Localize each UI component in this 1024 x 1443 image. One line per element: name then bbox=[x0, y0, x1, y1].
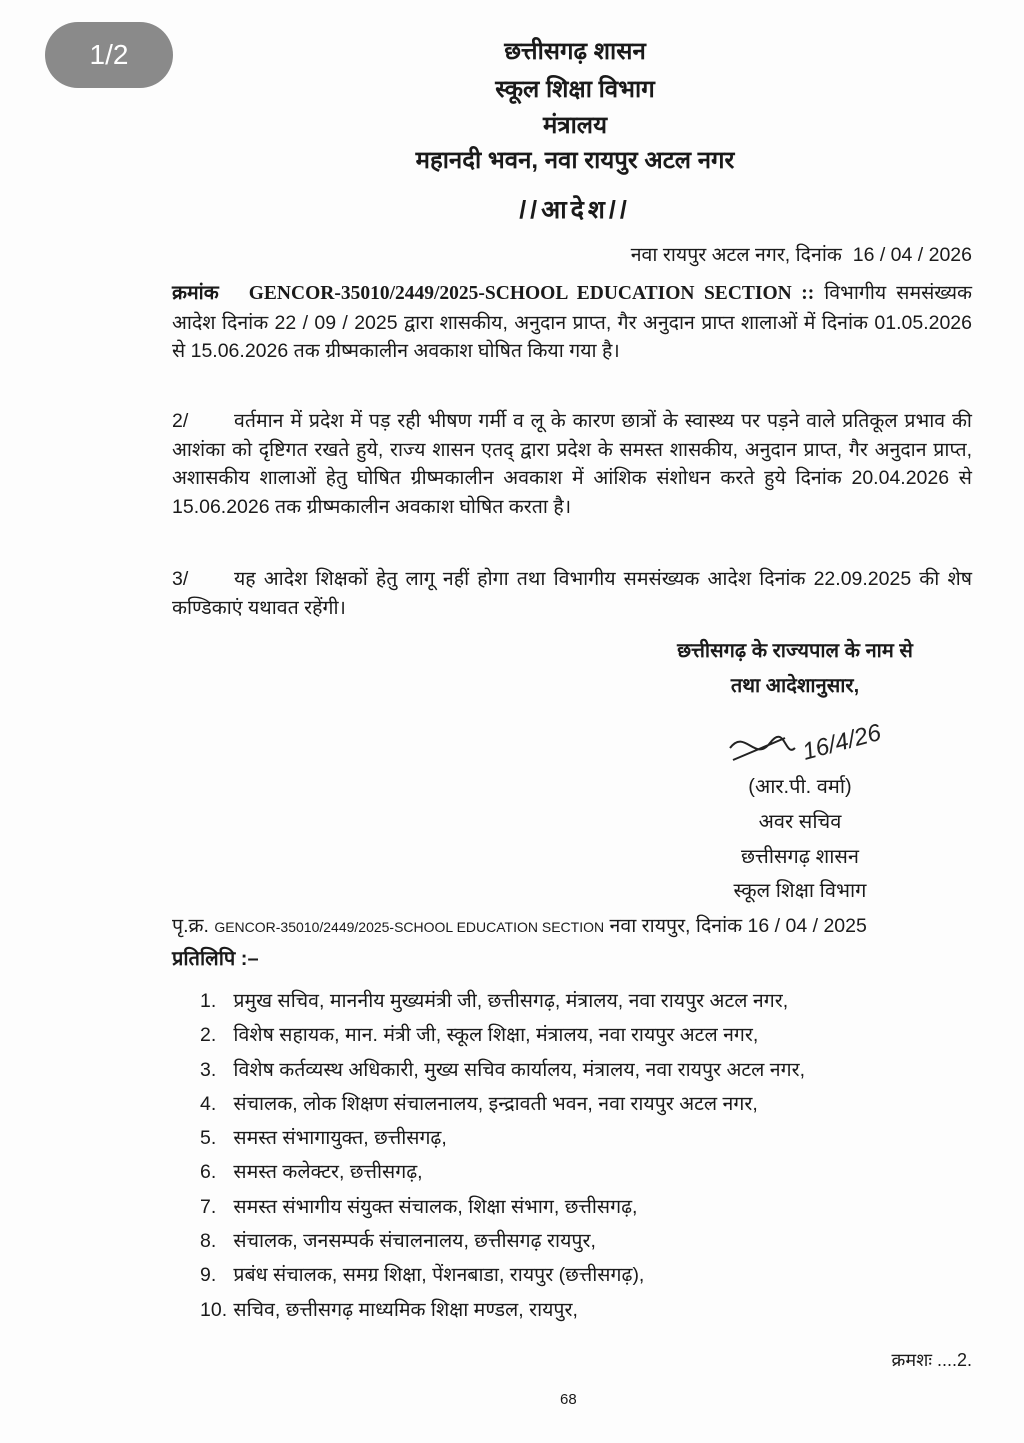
copy-recipient-item bbox=[200, 1121, 805, 1155]
copy-recipient-item bbox=[200, 1293, 805, 1327]
copy-reference-date: नवा रायपुर, दिनांक 16 / 04 / 2025 bbox=[609, 915, 867, 937]
copy-recipient-number: 3. bbox=[200, 1058, 217, 1081]
copy-recipient-number: 7. bbox=[200, 1195, 217, 1218]
paragraph-2-text: वर्तमान में प्रदेश में पड़ रही भीषण गर्मी व लू के कारण छात्रों के स्वास्थ्य पर पड़ने वाले प्रतिकूल प्रभाव की आशंका को दृष्टिगत रखते हुये, राज्य शासन एतद् द्वारा प्रदेश के समस्त शासकीय, अनुदान प्राप्त, गैर अनुदान प्राप्त, अशासकीय शालाओं हेतु घोषित ग्रीष्मकालीन अवकाश में आंशिक संशोधन करते हुये दिनांक 20.04.2026 से 15.06.2026 तक ग्रीष्मकालीन अवकाश घोषित करता है। bbox=[172, 410, 972, 518]
order-reference: GENCOR-35010/2449/2025-SCHOOL EDUCATION SECTION :: bbox=[248, 283, 815, 304]
header-address: महानदी भवन, नवा रायपुर अटल नगर bbox=[415, 147, 735, 174]
copy-recipient-number: 8. bbox=[200, 1230, 217, 1253]
copy-recipient-item bbox=[200, 1018, 805, 1052]
copy-to-heading: प्रतिलिपि :– bbox=[172, 948, 259, 970]
header-ministry: मंत्रालय bbox=[542, 112, 607, 139]
copy-recipient-number: 2. bbox=[200, 1024, 217, 1047]
copy-reference bbox=[172, 911, 867, 938]
authority-line-1: छत्तीसगढ़ के राज्यपाल के नाम से bbox=[677, 640, 913, 662]
paragraph-1-text: विभागीय समसंख्यक आदेश दिनांक 22 / 09 / 2025 द्वारा शासकीय, अनुदान प्राप्त, गैर अनुदान प्राप्त शालाओं में दिनांक 01.05.2026 से 15.06.2026 तक ग्रीष्मकालीन अवकाश घोषित किया गया है। bbox=[172, 282, 972, 362]
header-department: स्कूल शिक्षा विभाग bbox=[495, 76, 655, 103]
copy-recipient-number: 4. bbox=[200, 1092, 217, 1115]
copy-recipient-item bbox=[200, 1258, 805, 1292]
order-date: नवा रायपुर अटल नगर, दिनांक 16 / 04 / 2026 bbox=[630, 244, 972, 266]
paragraph-2-number: 2/ bbox=[172, 410, 189, 432]
page-number: 68 bbox=[560, 1391, 577, 1408]
page-indicator-badge: 1/2 bbox=[45, 22, 173, 88]
header-government: छत्तीसगढ़ शासन bbox=[504, 38, 646, 65]
continued-note: क्रमशः ....2. bbox=[891, 1350, 972, 1370]
copy-recipient-text: समस्त संभागायुक्त, छत्तीसगढ़, bbox=[233, 1127, 447, 1150]
copy-recipient-text: संचालक, लोक शिक्षण संचालनालय, इन्द्रावती भवन, नवा रायपुर अटल नगर, bbox=[233, 1092, 758, 1115]
authority-line-2: तथा आदेशानुसार, bbox=[730, 675, 860, 697]
copy-recipient-number: 6. bbox=[200, 1161, 217, 1184]
handwritten-signature bbox=[725, 718, 905, 778]
copy-reference-label: पृ.क्र. bbox=[172, 915, 209, 937]
copy-recipient-item bbox=[200, 1053, 805, 1087]
copy-recipient-text: प्रबंध संचालक, समग्र शिक्षा, पेंशनबाडा, रायपुर (छत्तीसगढ़), bbox=[233, 1264, 645, 1287]
copy-reference-number: GENCOR-35010/2449/2025-SCHOOL EDUCATION SECTION bbox=[214, 919, 605, 935]
signatory-org-2: स्कूल शिक्षा विभाग bbox=[733, 880, 867, 902]
paragraph-3-number: 3/ bbox=[172, 568, 189, 590]
copy-recipient-number: 1. bbox=[200, 990, 217, 1012]
copy-recipient-item bbox=[200, 1087, 805, 1121]
copy-recipient-number: 10. bbox=[200, 1298, 228, 1321]
copy-recipient-text: समस्त कलेक्टर, छत्तीसगढ़, bbox=[233, 1161, 423, 1184]
copy-recipient-item bbox=[200, 1190, 805, 1224]
copy-recipient-number: 5. bbox=[200, 1127, 217, 1150]
copy-recipient-text: संचालक, जनसम्पर्क संचालनालय, छत्तीसगढ़ रायपुर, bbox=[233, 1230, 596, 1253]
signature-date: 16/4/26 bbox=[799, 718, 884, 766]
copy-recipient-text: समस्त संभागीय संयुक्त संचालक, शिक्षा संभाग, छत्तीसगढ़, bbox=[233, 1195, 638, 1218]
paragraph-3-text: यह आदेश शिक्षकों हेतु लागू नहीं होगा तथा विभागीय समसंख्यक आदेश दिनांक 22.09.2025 की शेष कण्डिकाएं यथावत रहेंगी। bbox=[172, 568, 972, 619]
paragraph-1 bbox=[172, 279, 972, 366]
order-title: //आदेश// bbox=[519, 196, 631, 224]
copy-recipient-item bbox=[200, 1155, 805, 1189]
paragraph-3 bbox=[172, 565, 972, 622]
copy-recipient-number: 9. bbox=[200, 1264, 217, 1287]
copy-recipient-text: सचिव, छत्तीसगढ़ माध्यमिक शिक्षा मण्डल, रायपुर, bbox=[233, 1298, 578, 1321]
paragraph-2 bbox=[172, 407, 972, 521]
copy-recipient-text: विशेष सहायक, मान. मंत्री जी, स्कूल शिक्षा, मंत्रालय, नवा रायपुर अटल नगर, bbox=[233, 1024, 759, 1047]
copy-recipient-text: विशेष कर्तव्यस्थ अधिकारी, मुख्य सचिव कार्यालय, मंत्रालय, नवा रायपुर अटल नगर, bbox=[233, 1058, 805, 1081]
copy-recipient-text: प्रमुख सचिव, माननीय मुख्यमंत्री जी, छत्तीसगढ़, मंत्रालय, नवा रायपुर अटल नगर, bbox=[233, 990, 789, 1012]
signatory-org-1: छत्तीसगढ़ शासन bbox=[740, 846, 860, 868]
signatory-designation: अवर सचिव bbox=[758, 811, 842, 833]
copy-recipient-item bbox=[200, 984, 805, 1018]
copy-recipient-item bbox=[200, 1224, 805, 1258]
copy-recipient-list bbox=[200, 984, 805, 1327]
order-number-label: क्रमांक bbox=[172, 283, 219, 304]
signatory-name: (आर.पी. वर्मा) bbox=[748, 776, 852, 798]
